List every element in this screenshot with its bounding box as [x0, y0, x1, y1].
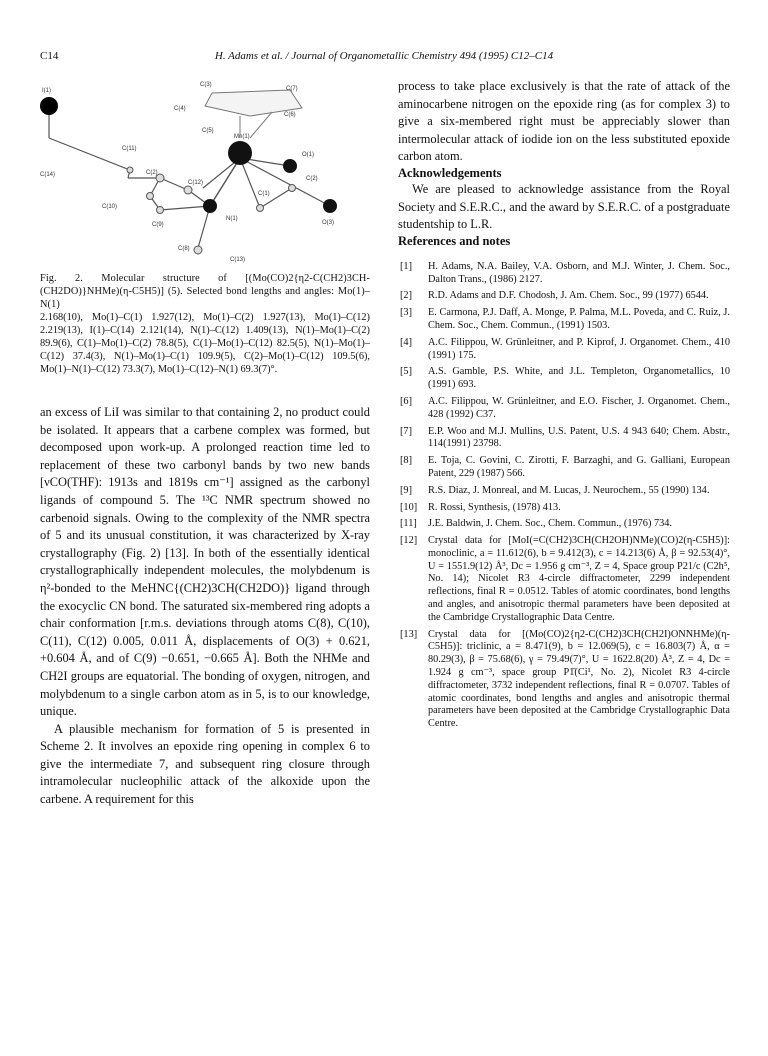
- atom-label-c8: C(8): [178, 246, 190, 252]
- atom-label-c7: C(7): [286, 86, 298, 92]
- body-paragraph-3: process to take place exclusively is that the rate of attack of the aminocarbene nitrogen on the epoxide ring (as for complex 3) to give a six-membered right must be appreciably slower than intermolecular attack of iodide ion on the less substituted epoxide carbon atom.: [398, 79, 730, 164]
- atom-label-c4: C(4): [174, 106, 186, 112]
- figure-caption: [40, 272, 370, 376]
- reference-item: [3] E. Carmona, P.J. Daff, A. Monge, P. Palma, M.L. Poveda, and C. Ruiz, J. Chem. Soc., Chem. Commun., (1991) 1503.: [400, 307, 730, 331]
- figure-caption-body: 2.168(10), Mo(1)–C(1) 1.927(12), Mo(1)–C(2) 1.927(13), Mo(1)–C(12) 2.219(13), I(1)–C(14) 2.121(14), N(1)–C(12) 1.409(13), N(1)–Mo(1)–C(2) 89.9(6), C(1)–Mo(1)–C(2) 78.8(5), C(1)–Mo(1)–C(12) 82.5(5), N(1)–Mo(1)–C(12) 37.4(3), N(1)–Mo(1)–C(1) 109.9(5), C(2)–Mo(1)–C(12) 109.5(6), Mo(1)–N(1)–C(12) 73.3(7), Mo(1)–C(12)–N(1) 69.3(7)°.: [40, 312, 370, 375]
- atom-label-c13: C(13): [230, 257, 246, 263]
- references-heading: References and notes: [398, 233, 511, 248]
- atom-label-c11: C(11): [122, 146, 137, 152]
- atom-label-c3: C(3): [200, 82, 212, 88]
- atom-label-c10: C(10): [102, 204, 118, 210]
- atom-label-c14: C(14): [40, 172, 56, 178]
- molecular-structure-figure: [40, 78, 370, 268]
- page-number: C14: [40, 50, 59, 62]
- atom-label-i1: I(1): [42, 88, 51, 94]
- atom-label-c2-ring: C(2): [146, 170, 158, 176]
- figure-caption-title: Fig. 2. Molecular structure of [(Mo(CO)2{η2-C(CH2)3CH-(CH2DO)}NHMe)(η-C5H5)] (5). Selected bond lengths and angles: Mo(1)–N(1): [40, 273, 370, 310]
- reference-item: [10] R. Rossi, Synthesis, (1978) 413.: [400, 501, 561, 513]
- left-column: [40, 78, 370, 809]
- left-body-text: [40, 404, 370, 809]
- atom-label-c9: C(9): [152, 222, 164, 228]
- reference-item: [8] E. Toja, C. Govini, C. Zirotti, F. Barzaghi, and G. Galliani, European Patent, 229 (1987) 566.: [400, 455, 730, 479]
- body-paragraph-2: A plausible mechanism for formation of 5 is presented in Scheme 2. It involves an epoxide ring opening in complex 6 to give the intermediate 7, and subsequent ring closure through intramolecular nucleophilic attack of the alkoxide upon the carbene. A requirement for this: [40, 721, 370, 807]
- reference-item: [9] R.S. Diaz, J. Monreal, and M. Lucas, J. Neurochem., 55 (1990) 134.: [400, 484, 710, 496]
- atom-label-c2: C(2): [306, 176, 318, 182]
- page-header: [40, 50, 728, 66]
- reference-item: [4] A.C. Filippou, W. Grünleitner, and P. Kiprof, J. Organomet. Chem., 410 (1991) 175.: [400, 336, 730, 361]
- atom-label-n1: N(1): [226, 216, 238, 222]
- atom-label-mn1: Mn(1): [234, 134, 250, 140]
- right-column: [398, 78, 730, 735]
- atom-label-o1: O(1): [302, 152, 314, 158]
- body-paragraph-1: an excess of LiI was similar to that containing 2, no product could be isolated. It appears that a carbene complex was formed, but decomposed upon work-up. A prolonged reaction time led to replacement of these two carbonyl bands by two new bands [νCO(THF): 1913s and 1819s cm⁻¹] assigned as the carbonyl ligands of compound 5. The ¹³C NMR spectrum showed no carbenoid signals. Owing to the complexity of the NMR spectra of 5 and its unusual constitution, it was characterized by X-ray crystallography (Fig. 2) [13]. In both of the essentially identical crystallographically independent molecules, the molybdenum is η²-bonded to the MeHNC{(CH2)3CH(CH2DO)} ligand through the exocyclic CN bond. The saturated six-membered ring adopts a chair conformation [r.m.s. deviations through atoms C(8), C(10), C(11), C(12) 0.005, 0.011 Å, displacements of O(3) + 0.621, +0.604 Å, and of C(9) −0.651, −0.665 Å]. Both the NHMe and CH2I groups are equatorial. The bonding of oxygen, nitrogen, and molybdenum to a single carbon atom as in 5, is to our knowledge, unique.: [40, 405, 370, 719]
- reference-item: [13] Crystal data for [(Mo(CO)2{η2-C(CH2)3CH(CH2I)ONNHMe)(η-C5H5)]: triclinic, a = 8.471(9), b = 12.069(5), c = 16.803(7) Å, α = 80.29(3), β = 75.68(6), γ = 79.49(7)°, U = 1622.8(20) Å³, Z = 4, Dc = 1.924 g cm⁻³, space group P1̄(Ci¹, No. 2), Nicolet R3 4-circle diffractometer, 3732 independent reflections, final R = 0.0707. Tables of atomic coordinates, bond lengths and angles and anisotropic thermal parameters have been deposited at the Cambridge Crystallographic Data Centre.: [400, 628, 730, 730]
- reference-item: [11] J.E. Baldwin, J. Chem. Soc., Chem. Commun., (1976) 734.: [400, 518, 672, 530]
- references-list: [398, 261, 730, 731]
- atom-label-o3: O(3): [322, 220, 334, 226]
- atom-label-c5: C(5): [202, 128, 214, 134]
- atom-label-c12: C(12): [188, 180, 204, 186]
- atom-label-c1: C(1): [258, 191, 270, 197]
- reference-item: [5] A.S. Gamble, P.S. White, and J.L. Templeton, Organometallics, 10 (1991) 693.: [400, 366, 730, 391]
- reference-item: [2] R.D. Adams and D.F. Chodosh, J. Am. Chem. Soc., 99 (1977) 6544.: [400, 290, 709, 302]
- reference-item: [12] Crystal data for [MoI(=C(CH2)3CH(CH2OH)NMe)(CO)2(η-C5H5)]: monoclinic, a = 11.612(6), b = 9.412(3), c = 14.213(6) Å, β = 92.53(4)°, U = 1551.9(12) Å³, Dc = 1.956 g cm⁻³, Z = 4, Space group P21/c (C2h⁵, No. 14); Nicolet R3 4-circle diffractometer, 2299 independent reflections, final R = 0.0512. Tables of atomic coordinates, bond lengths and angles, and anisotropic thermal parameters have been deposited at the Cambridge Crystallographic Data Centre.: [400, 535, 730, 623]
- reference-item: [7] E.P. Woo and M.J. Mullins, U.S. Patent, U.S. 4 943 640; Chem. Abstr., 114(1991) 23798.: [400, 425, 730, 450]
- molecular-structure-drawing: [40, 78, 370, 268]
- running-title: H. Adams et al. / Journal of Organometallic Chemistry 494 (1995) C12–C14: [214, 50, 554, 62]
- acknowledgements-heading: Acknowledgements: [398, 165, 502, 180]
- reference-item: [1] H. Adams, N.A. Bailey, V.A. Osborn, and M.J. Winter, J. Chem. Soc., Dalton Trans., (1986) 2127.: [400, 260, 730, 285]
- acknowledgements-text: We are pleased to acknowledge assistance from the Royal Society and S.E.R.C., and the award by S.E.R.C. of a postgraduate studentship to L.R.: [398, 181, 730, 232]
- reference-item: [6] A.C. Filippou, W. Grünleitner, and E.O. Fischer, J. Organomet. Chem., 428 (1992) C37.: [400, 395, 730, 420]
- atom-label-c6: C(6): [284, 112, 296, 118]
